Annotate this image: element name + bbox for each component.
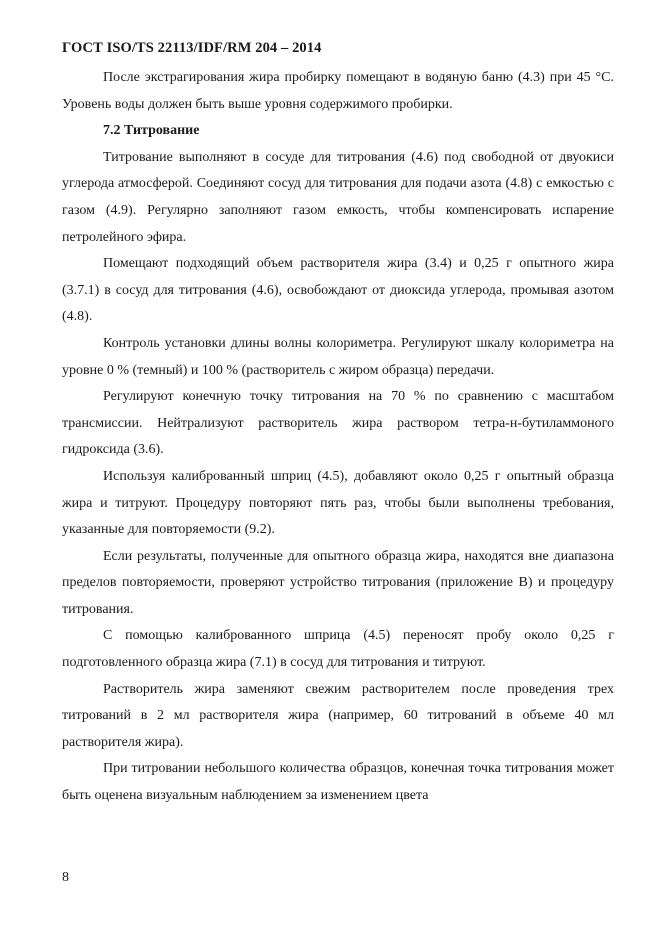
paragraph-sample-transfer: С помощью калиброванного шприца (4.5) переносят пробу около 0,25 г подготовленного образца жира (7.1) в сосуд для титрования и титруют. (62, 628, 614, 671)
paragraph-titration-setup: Титрование выполняют в сосуде для титрования (4.6) под свободной от двуокиси углерода атмосферой. Соединяют сосуд для титрования для подачи азота (4.8) с емкостью с газом (4.9). Регулярно заполняют газом емкость, чтобы компенсировать испарение петролейного эфира. (62, 149, 614, 245)
paragraph-solvent-replacement: Растворитель жира заменяют свежим растворителем после проведения трех титрований в 2 мл растворителя жира (например, 60 титрований в объеме 40 мл растворителя жира). (62, 681, 614, 750)
paragraph-extraction: После экстрагирования жира пробирку помещают в водяную баню (4.3) при 45 °С. Уровень воды должен быть выше уровня содержимого пробирки. (62, 70, 614, 112)
paragraph-colorimeter-control: Контроль установки длины волны колориметра. Регулируют шкалу колориметра на уровне 0 % (темный) и 100 % (растворитель с жиром образца) передачи. (62, 335, 614, 378)
paragraph-calibrated-syringe: Используя калиброванный шприц (4.5), добавляют около 0,25 г опытный образца жира и титруют. Процедуру повторяют пять раз, чтобы были выполнены требования, указанные для повторяемости (9.2). (62, 468, 614, 538)
document-body (62, 65, 614, 810)
paragraph-repeatability-check: Если результаты, полученные для опытного образца жира, находятся вне диапазона пределов повторяемости, проверяют устройство титрования (приложение В) и процедуру титрования. (62, 548, 614, 617)
paragraph-solvent-placement: Помещают подходящий объем растворителя жира (3.4) и 0,25 г опытного жира (3.7.1) в сосуд для титрования (4.6), освобождают от диоксида углерода, промывая азотом (4.8). (62, 256, 614, 325)
paragraph-visual-endpoint: При титровании небольшого количества образцов, конечная точка титрования может быть оценена визуальным наблюдением за изменением цвета (62, 761, 614, 804)
paragraph-endpoint-regulation: Регулируют конечную точку титрования на 70 % по сравнению с масштабом трансмиссии. Нейтрализуют растворитель жира раствором тетра-н-бутиламмоного гидроксида (3.6). (62, 389, 614, 458)
page-number: 8 (62, 870, 69, 885)
document-header: ГОСТ ISO/TS 22113/IDF/RM 204 – 2014 (62, 40, 322, 56)
section-heading-titration: 7.2 Титрование (103, 123, 200, 139)
